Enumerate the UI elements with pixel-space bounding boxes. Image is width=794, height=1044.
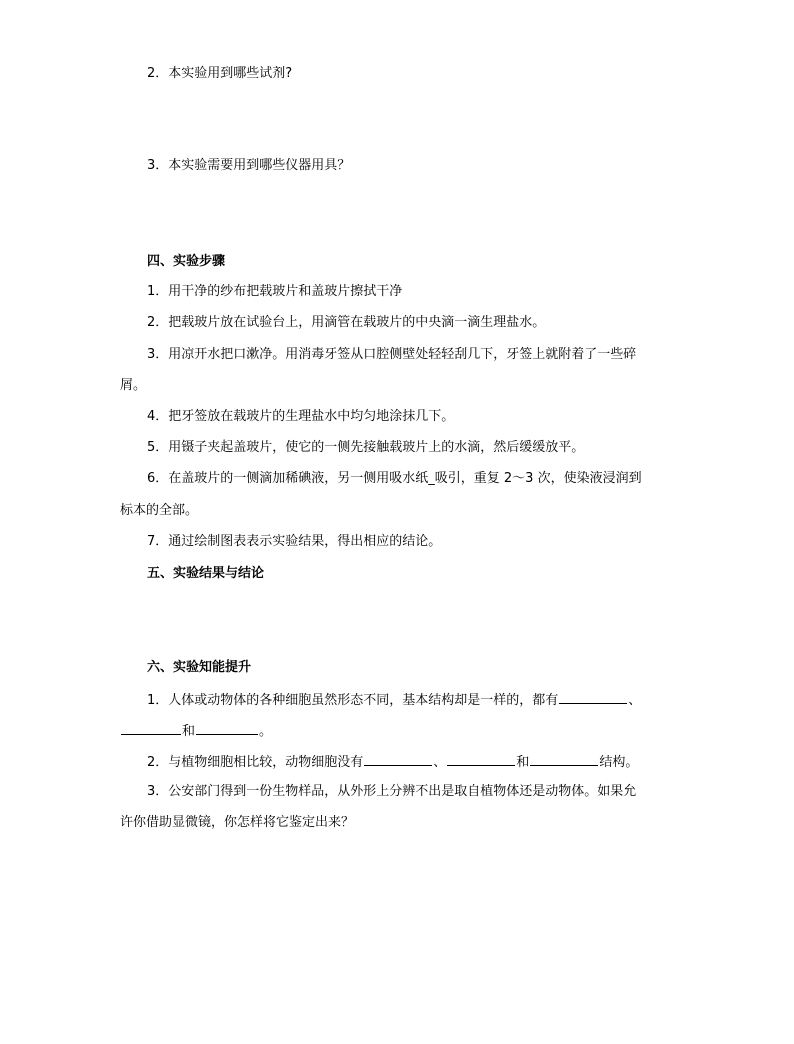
extension-question-1-line-2 [120,722,272,740]
answer-blank[interactable] [121,722,181,735]
question-text: 1．人体或动物体的各种细胞虽然形态不同，基本结构却是一样的，都有 [147,693,559,708]
answer-blank[interactable] [530,753,598,766]
punctuation: 。 [259,724,273,739]
step-5: 5．用镊子夹起盖玻片，使它的一侧先接触载玻片上的水滴，然后缓缓放平。 [147,440,585,455]
section-heading-extension: 六、实验知能提升 [147,660,252,675]
section-heading-steps: 四、实验步骤 [147,254,226,269]
answer-blank[interactable] [559,691,627,704]
question-text: 2．与植物细胞相比较，动物细胞没有 [147,755,364,770]
question-reagents: 2．本实验用到哪些试剂? [147,66,293,81]
step-3-line-2: 屑。 [120,378,147,393]
extension-question-3-line-2: 许你借助显微镜，你怎样将它鉴定出来？ [120,815,355,830]
punctuation: 、 [628,693,642,708]
step-1: 1．用干净的纱布把载玻片和盖玻片擦拭干净 [147,284,403,299]
answer-blank[interactable] [364,753,432,766]
extension-question-3-line-1: 3．公安部门得到一份生物样品，从外形上分辨不出是取自植物体还是动物体。如果允 [147,784,637,799]
step-6-line-1: 6．在盖玻片的一侧滴加稀碘液，另一侧用吸水纸_吸引，重复 2～3 次，使染液浸润到 [147,471,642,486]
answer-blank[interactable] [447,753,515,766]
step-6-line-2: 标本的全部。 [120,503,199,518]
answer-blank[interactable] [196,722,258,735]
question-instruments: 3．本实验需要用到哪些仪器用具？ [147,158,351,173]
extension-question-1-line-1 [147,691,641,709]
conjunction: 和 [182,724,196,739]
step-3-line-1: 3．用凉开水把口漱净。用消毒牙签从口腔侧壁处轻轻刮几下，牙签上就附着了一些碎 [147,347,637,362]
section-heading-results: 五、实验结果与结论 [147,566,265,581]
question-text: 结构。 [599,755,639,770]
step-7: 7．通过绘制图表表示实验结果，得出相应的结论。 [147,534,442,549]
step-2: 2．把载玻片放在试验台上，用滴管在载玻片的中央滴一滴生理盐水。 [147,315,546,330]
step-4: 4．把牙签放在载玻片的生理盐水中均匀地涂抹几下。 [147,409,455,424]
extension-question-2 [147,753,638,771]
punctuation: 、 [433,755,447,770]
conjunction: 和 [516,755,530,770]
